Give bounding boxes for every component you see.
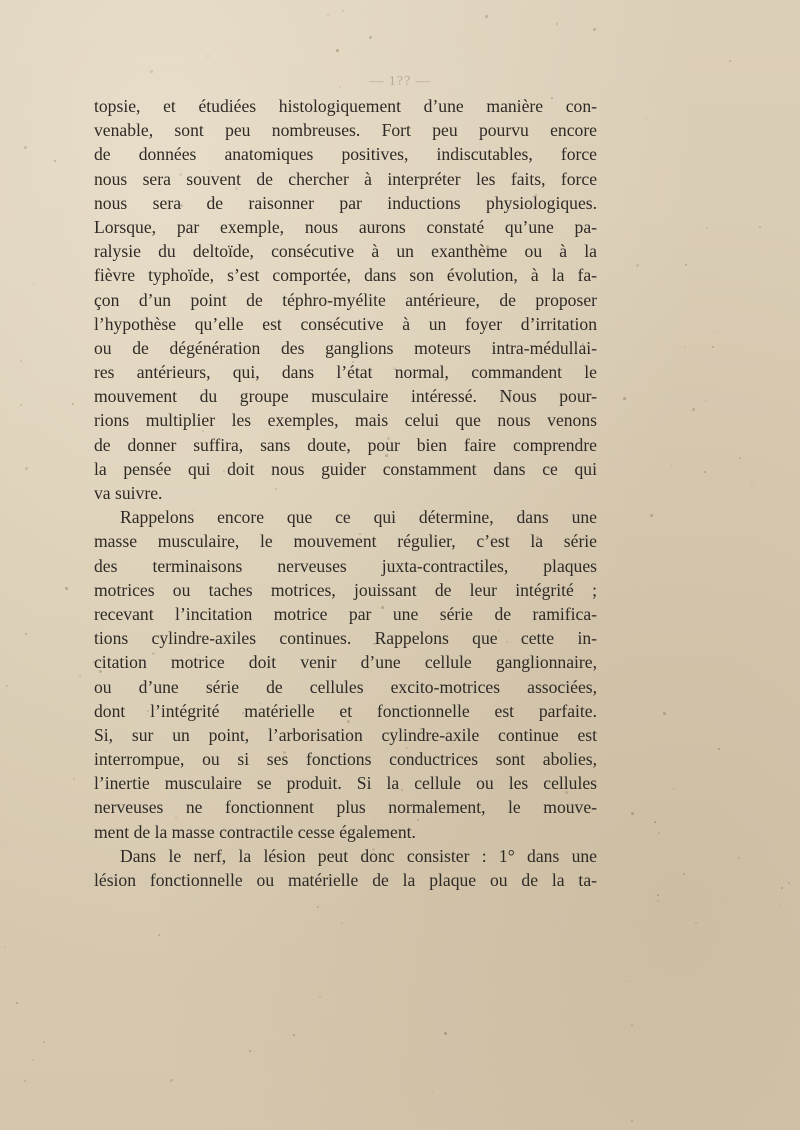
- paper-speck: [79, 675, 81, 677]
- paper-speck: [704, 471, 706, 473]
- text-line: fièvre typhoïde, s’est comportée, dans son évolution, à la fa-: [94, 265, 597, 286]
- paper-speck: [788, 882, 790, 884]
- paper-speck: [20, 404, 22, 406]
- paper-speck: [65, 587, 68, 590]
- paper-speck: [6, 685, 8, 687]
- paper-speck: [683, 873, 685, 875]
- text-line: Rappelons encore que ce qui détermine, dans une: [120, 507, 597, 528]
- paper-speck: [631, 812, 634, 815]
- paper-speck: [723, 899, 724, 900]
- paper-speck: [54, 160, 56, 162]
- text-line: nous sera de raisonner par inductions physiologiques.: [94, 192, 597, 213]
- paper-speck: [207, 55, 209, 57]
- paper-speck: [739, 457, 741, 459]
- paper-speck: [718, 748, 720, 750]
- paper-speck: [20, 360, 22, 362]
- text-line: interrompue, ou si ses fonctions conductrices sont abolies,: [94, 749, 597, 770]
- paper-speck: [16, 1002, 18, 1004]
- paper-speck: [317, 906, 319, 908]
- paper-speck: [158, 934, 160, 936]
- text-line: Dans le nerf, la lésion peut donc consister : 1° dans une: [120, 845, 597, 866]
- paper-speck: [33, 284, 34, 285]
- paper-speck: [72, 403, 74, 405]
- paper-speck: [432, 1091, 433, 1092]
- paper-speck: [671, 465, 672, 466]
- paper-speck: [706, 227, 708, 229]
- text-line: mouvement du groupe musculaire intéressé. Nous pour-: [94, 386, 597, 407]
- text-line: rions multiplier les exemples, mais celui que nous venons: [94, 410, 597, 431]
- paper-speck: [327, 14, 329, 16]
- text-line: ralysie du deltoïde, consécutive à un exanthème ou à la: [94, 241, 597, 262]
- paper-speck: [556, 23, 558, 25]
- text-line: de donner suffira, sans doute, pour bien faire comprendre: [94, 434, 597, 455]
- text-line: l’hypothèse qu’elle est consécutive à un foyer d’irritation: [94, 313, 597, 334]
- text-line: tions cylindre-axiles continues. Rappelons que cette in-: [94, 628, 597, 649]
- paper-speck: [73, 778, 75, 780]
- paper-speck: [657, 900, 659, 902]
- text-line: motrices ou taches motrices, jouissant de leur intégrité ;: [94, 579, 597, 600]
- paper-speck: [759, 226, 761, 228]
- paper-speck: [5, 847, 6, 848]
- paper-speck: [658, 832, 660, 834]
- paper-speck: [712, 346, 714, 348]
- paper-speck: [673, 788, 675, 790]
- text-line: l’inertie musculaire se produit. Si la cellule ou les cellules: [94, 773, 597, 794]
- paper-speck: [657, 894, 659, 896]
- paper-speck: [24, 146, 27, 149]
- paper-speck: [751, 484, 753, 486]
- text-line: des terminaisons nerveuses juxta-contractiles, plaques: [94, 555, 597, 576]
- paper-speck: [170, 1079, 173, 1082]
- paper-speck: [663, 712, 666, 715]
- text-line: va suivre.: [94, 483, 163, 503]
- paper-speck: [249, 1050, 251, 1052]
- paper-speck: [620, 503, 621, 504]
- text-line: dont l’intégrité matérielle et fonctionnelle est parfaite.: [94, 700, 597, 721]
- paper-speck: [738, 857, 740, 859]
- paper-speck: [319, 996, 321, 998]
- text-line: nerveuses ne fonctionnent plus normalement, le mouve-: [94, 797, 597, 818]
- paper-speck: [593, 28, 596, 31]
- text-line: masse musculaire, le mouvement régulier, c’est la série: [94, 531, 597, 552]
- paper-speck: [341, 922, 343, 924]
- paper-speck: [692, 408, 695, 411]
- paper-speck: [25, 633, 27, 635]
- paper-speck: [780, 904, 781, 905]
- paper-speck: [646, 118, 647, 119]
- text-line: de données anatomiques positives, indiscutables, force: [94, 144, 597, 165]
- text-line: ou d’une série de cellules excito-motrices associées,: [94, 676, 597, 697]
- paper-speck: [631, 1120, 633, 1122]
- paper-speck: [631, 1024, 633, 1026]
- paper-speck: [32, 1059, 34, 1061]
- text-line: recevant l’incitation motrice par une série de ramifica-: [94, 603, 597, 624]
- text-line: res antérieurs, qui, dans l’état normal, commandent le: [94, 362, 597, 383]
- text-line: nous sera souvent de chercher à interpréter les faits, force: [94, 168, 597, 189]
- paper-speck: [374, 1041, 375, 1042]
- text-line: Si, sur un point, l’arborisation cylindre-axile continue est: [94, 724, 597, 745]
- paper-speck: [4, 946, 6, 948]
- paper-speck: [654, 821, 656, 823]
- text-line: çon d’un point de téphro-myélite antérieure, de proposer: [94, 289, 597, 310]
- paper-speck: [150, 70, 153, 73]
- paper-speck: [25, 467, 28, 470]
- paper-speck: [695, 922, 697, 924]
- paper-speck: [636, 264, 639, 267]
- paper-speck: [781, 887, 783, 889]
- text-line: citation motrice doit venir d’une cellule ganglionnaire,: [94, 652, 597, 673]
- paper-speck: [293, 1034, 295, 1036]
- paper-speck: [626, 981, 627, 982]
- text-line: venable, sont peu nombreuses. Fort peu pourvu encore: [94, 120, 597, 141]
- paper-speck: [24, 1080, 26, 1082]
- paper-speck: [122, 1118, 123, 1119]
- text-line: ment de la masse contractile cesse également.: [94, 821, 416, 842]
- text-line: Lorsque, par exemple, nous aurons constaté qu’une pa-: [94, 216, 597, 237]
- paper-speck: [444, 1032, 447, 1035]
- text-line: lésion fonctionnelle ou matérielle de la plaque ou de la ta-: [94, 870, 597, 890]
- paper-speck: [705, 400, 706, 401]
- text-line: ou de dégénération des ganglions moteurs intra-médullai-: [94, 337, 597, 358]
- paper-speck: [623, 397, 626, 400]
- paper-speck: [729, 60, 731, 62]
- body-text: [94, 94, 597, 892]
- paper-speck: [225, 950, 226, 951]
- text-line: topsie, et étudiées histologiquement d’une manière con-: [94, 96, 597, 116]
- paper-speck: [369, 36, 372, 39]
- page-number: — 1?? —: [369, 74, 431, 89]
- paper-speck: [684, 346, 686, 348]
- paper-speck: [485, 15, 488, 18]
- paper-speck: [555, 923, 556, 924]
- paper-speck: [336, 49, 339, 52]
- text-line: la pensée qui doit nous guider constamment dans ce qui: [94, 458, 597, 479]
- paper-speck: [342, 10, 344, 12]
- paper-speck: [650, 514, 653, 517]
- paper-speck: [43, 1041, 45, 1043]
- paper-speck: [685, 264, 687, 266]
- paper-speck: [714, 331, 715, 332]
